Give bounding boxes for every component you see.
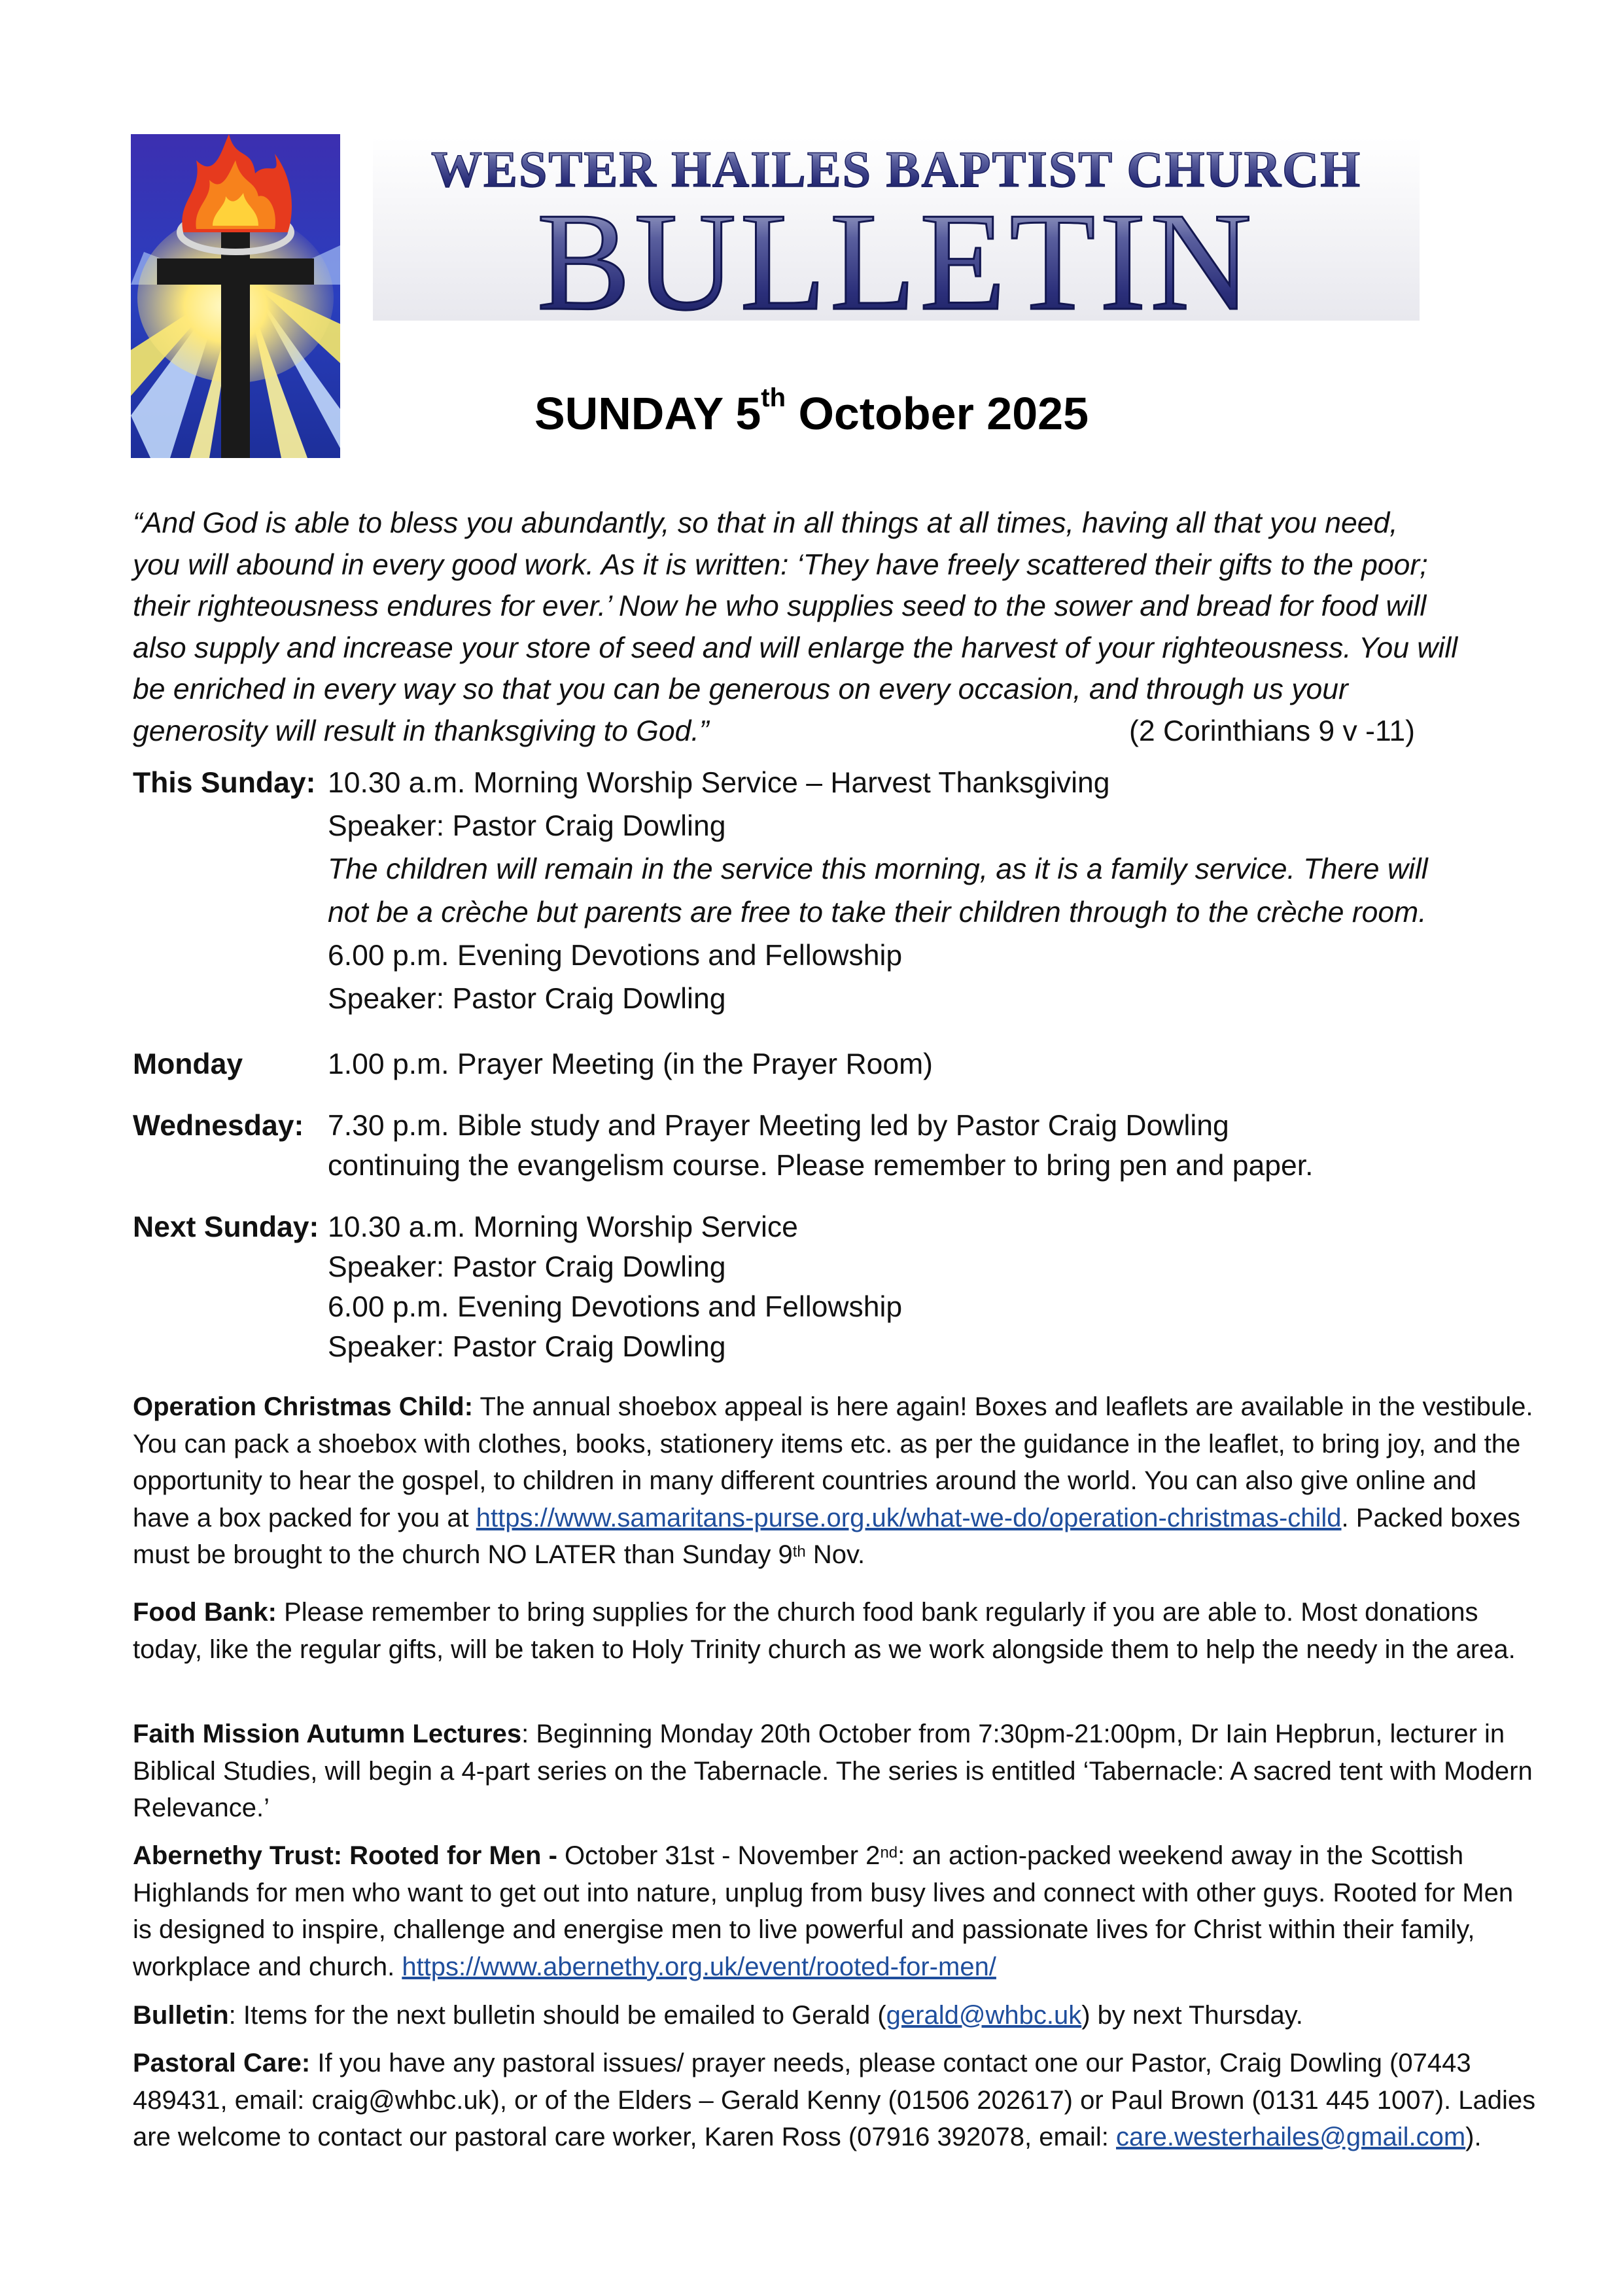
verse-reference: (2 Corinthians 9 v -11) xyxy=(1129,715,1415,747)
bulletin-banner xyxy=(373,137,1420,321)
schedule-line: 10.30 a.m. Morning Worship Service xyxy=(328,1211,798,1243)
schedule-day-label: Wednesday: xyxy=(133,1110,304,1142)
care-email-link[interactable]: care.westerhailes@gmail.com xyxy=(1116,2123,1466,2151)
notice-title: Food Bank: xyxy=(133,1598,277,1627)
notice-operation-christmas-child xyxy=(133,1388,1539,1574)
notice-text: : an action-packed weekend away in the Scottish Highlands for men who want to get out into nature, unplug from busy lives and connect with other guys. Rooted for Men is designed to inspire, challenge and energise men to live powerful and passionate lives for Christ within their family, workplace and church. xyxy=(133,1841,1514,1981)
schedule-day-label: This Sunday: xyxy=(133,767,316,799)
date-suffix: th xyxy=(761,383,786,412)
abernethy-link[interactable]: https://www.abernethy.org.uk/event/rooted-for-men/ xyxy=(402,1952,996,1981)
schedule-line: 1.00 p.m. Prayer Meeting (in the Prayer Room) xyxy=(328,1048,933,1080)
schedule-monday xyxy=(133,1043,1539,1086)
schedule-line: not be a crèche but parents are free to take their children through to the crèche room. xyxy=(328,896,1427,928)
schedule-line: Speaker: Pastor Craig Dowling xyxy=(328,1331,726,1363)
notice-text: . Packed boxes must be brought to the church NO LATER than Sunday 9 xyxy=(133,1503,1521,1569)
notice-title: Abernethy Trust: Rooted for Men - xyxy=(133,1841,557,1870)
schedule-line: Speaker: Pastor Craig Dowling xyxy=(328,983,726,1015)
verse-line: their righteousness endures for ever.’ Now he who supplies seed to the sower and bread for food will xyxy=(133,590,1427,622)
notice-abernethy-trust xyxy=(133,1837,1539,1985)
schedule-line: Speaker: Pastor Craig Dowling xyxy=(328,810,726,842)
notice-superscript: th xyxy=(792,1543,806,1561)
schedule-line: 7.30 p.m. Bible study and Prayer Meeting led by Pastor Craig Dowling xyxy=(328,1110,1229,1142)
banner-bulletin-word: BULLETIN xyxy=(536,183,1256,321)
notice-title: Pastoral Care: xyxy=(133,2049,311,2077)
notice-text: Please remember to bring supplies for the church food bank regularly if you are able to. Most donations today, like the regular gifts, will be taken to Holy Trinity church as we work alongside them to help the needy in the area. xyxy=(133,1598,1516,1664)
verse-line: “And God is able to bless you abundantly, so that in all things at all times, having all that you need, xyxy=(133,507,1398,539)
banner-church-name: WESTER HAILES BAPTIST CHURCH xyxy=(430,141,1362,198)
verse-line: be enriched in every way so that you can be generous on every occasion, and through us your xyxy=(133,673,1348,705)
bible-verse xyxy=(133,503,1513,752)
schedule-day-label: Monday xyxy=(133,1048,243,1080)
schedule-line: Speaker: Pastor Craig Dowling xyxy=(328,1251,726,1283)
schedule-wednesday xyxy=(133,1106,1539,1191)
notice-superscript: nd xyxy=(880,1844,898,1862)
schedule-this-sunday xyxy=(133,762,1539,1023)
notice-faith-mission xyxy=(133,1716,1539,1827)
verse-line: generosity will result in thanksgiving to God.” xyxy=(133,715,709,747)
schedule-line: The children will remain in the service this morning, as it is a family service. There will xyxy=(328,853,1428,885)
notice-text: ) by next Thursday. xyxy=(1081,2001,1303,2030)
occ-link[interactable]: https://www.samaritans-purse.org.uk/what-we-do/operation-christmas-child xyxy=(476,1503,1342,1532)
schedule-line: 10.30 a.m. Morning Worship Service – Harvest Thanksgiving xyxy=(328,767,1110,799)
schedule-line: continuing the evangelism course. Please remember to bring pen and paper. xyxy=(328,1150,1314,1182)
date-rest: October 2025 xyxy=(786,388,1089,439)
schedule-day-label: Next Sunday: xyxy=(133,1211,319,1243)
date-heading xyxy=(0,383,1623,440)
notice-pastoral-care xyxy=(133,2045,1539,2156)
schedule-line: 6.00 p.m. Evening Devotions and Fellowship xyxy=(328,1291,903,1323)
schedule-next-sunday xyxy=(133,1207,1539,1371)
verse-line: also supply and increase your store of seed and will enlarge the harvest of your righteousness. You will xyxy=(133,631,1458,664)
notice-food-bank xyxy=(133,1594,1539,1668)
notice-text: : Beginning Monday 20th October from 7:30pm-21:00pm, Dr Iain Hepbrun, lecturer in Biblical Studies, will begin a 4-part series on the Tabernacle. The series is entitled ‘Tabernacle: A sacred tent with Modern Relevance.’ xyxy=(133,1720,1533,1822)
notice-text: If you have any pastoral issues/ prayer needs, please contact one our Pastor, Craig Dowling (07443 489431, email: craig@whbc.uk), or of the Elders – Gerald Kenny (01506 202617) or Paul Brown (0131 445 1007). Ladies are welcome to contact our pastoral care worker, Karen Ross (07916 392078, email: xyxy=(133,2049,1536,2151)
notice-title: Faith Mission Autumn Lectures xyxy=(133,1720,522,1748)
notice-text: ). xyxy=(1465,2123,1482,2151)
date-day: SUNDAY 5 xyxy=(534,388,761,439)
schedule-line: 6.00 p.m. Evening Devotions and Fellowship xyxy=(328,940,903,972)
verse-line: you will abound in every good work. As it is written: ‘They have freely scattered their gifts to the poor; xyxy=(133,548,1428,581)
notice-bulletin xyxy=(133,1997,1539,2034)
notice-title: Bulletin xyxy=(133,2001,229,2030)
notice-text: October 31st - November 2 xyxy=(557,1841,881,1870)
notice-title: Operation Christmas Child: xyxy=(133,1392,474,1421)
gerald-email-link[interactable]: gerald@whbc.uk xyxy=(886,2001,1082,2030)
notice-text: Nov. xyxy=(805,1540,865,1569)
notice-text: The annual shoebox appeal is here again! Boxes and leaflets are available in the vestibule. You can pack a shoebox with clothes, books, stationery items etc. as per the guidance in the leaflet, to bring joy, and the opportunity to hear the gospel, to children in many different countries around the world. You can also give online and have a box packed for you at xyxy=(133,1392,1533,1532)
notice-text: : Items for the next bulletin should be emailed to Gerald ( xyxy=(228,2001,886,2030)
